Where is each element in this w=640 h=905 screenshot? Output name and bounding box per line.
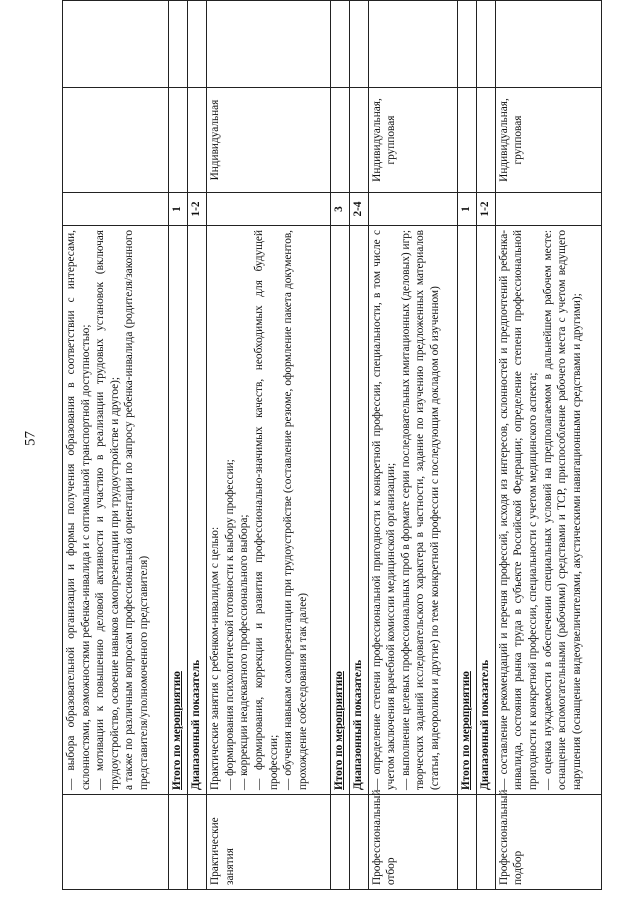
count-cell [207, 193, 330, 226]
content-line: — коррекции неадекватного профессионального выбора; [238, 514, 251, 790]
content-line: — определение степени профессиональной пригодности к конкретной профессии, специальности, в том числе с учетом заключения врачебной комиссии медицинской организации; [370, 230, 398, 790]
table-row [169, 1, 188, 890]
total-value: 3 [330, 193, 349, 226]
table-row [330, 1, 349, 890]
stage-cell [63, 795, 169, 890]
content-cell [495, 226, 601, 795]
content-cell [207, 226, 330, 795]
range-label: Диапазонный показатель [349, 226, 368, 795]
form-cell [63, 88, 169, 193]
content-line: — обучения навыкам самопрезентации при трудоустройстве (составление резюме, оформление пакета документов, прохождение собеседования и так далее) [282, 230, 309, 790]
stage-cell: Практические занятия [207, 795, 330, 890]
empty-cell [368, 1, 457, 88]
content-cell [368, 226, 457, 795]
range-value: 1-2 [188, 193, 207, 226]
stage-cell: Профессиональный отбор [368, 795, 457, 890]
table-row [476, 1, 495, 890]
form-cell: Индивидуальная [207, 88, 330, 193]
table-row [207, 1, 330, 890]
total-value: 1 [457, 193, 476, 226]
content-line: Практические занятия с ребенком-инвалидом с целью: [209, 526, 222, 790]
content-line: — мотивации к повышению деловой активности и участию в реализации трудовых установок (включая трудоустройство, освоение навыков самопрезентации при трудоустройстве и другое); [94, 230, 121, 790]
program-table [62, 0, 602, 890]
content-line: — формирования, коррекции и развития профессионально-значимых качеств, необходимых для будущей профессии; [253, 230, 280, 790]
total-label: Итого по мероприятию [169, 226, 188, 795]
table-row [457, 1, 476, 890]
table-row [368, 1, 457, 890]
range-value: 1-2 [476, 193, 495, 226]
total-label: Итого по мероприятию [330, 226, 349, 795]
page-number: 57 [22, 431, 39, 446]
range-label: Диапазонный показатель [476, 226, 495, 795]
rotated-table-wrapper [62, 40, 602, 890]
empty-cell [495, 1, 601, 88]
table-row [63, 1, 169, 890]
stage-cell: Профессиональный подбор [495, 795, 601, 890]
table-row [495, 1, 601, 890]
table-row [349, 1, 368, 890]
content-line: — выполнение целевых профессиональных проб в формате серии последовательных имитационных (деловых) игр; творческих заданий исследовательского характера в частности, задание по изучению предложенных материалов (статьи, видеоролики и другие) по теме конкретной профессии с последующим докладом об изученном) [399, 230, 441, 790]
range-label: Диапазонный показатель [188, 226, 207, 795]
content-line: а также по различным вопросам профессиональной ориентации по запросу ребенка-инвалида (родителя/законного представителя/уполномоченного представителя) [123, 230, 150, 790]
content-cell [63, 226, 169, 795]
form-cell: Индивидуальная, групповая [368, 88, 457, 193]
total-value: 1 [169, 193, 188, 226]
content-line: — формирования психологической готовности к выбору профессии; [223, 459, 236, 790]
table-row [188, 1, 207, 890]
range-value: 2-4 [349, 193, 368, 226]
content-line: — оценка нуждаемости в обеспечении специальных условий на предполагаемом в дальнейшем рабочем месте: оснащение вспомогательными (рабочими) средствами и ТСР, приспособление рабочего места с учетом ведущего нарушения (оснащение видеоувеличителями, акустическими навигационными средствами и другими); [541, 230, 583, 790]
count-cell [495, 193, 601, 226]
count-cell [368, 193, 457, 226]
empty-cell [63, 1, 169, 88]
total-label: Итого по мероприятию [457, 226, 476, 795]
content-line: — составление рекомендаций и перечня профессий, исходя из интересов, склонностей и предпочтений ребенка-инвалида, состояния рынка труда в субъекте Российской Федерации; определение степени профессиональной пригодности к конкретной профессии, специальности с учетом медицинского аспекта; [497, 230, 539, 790]
content-line: — выбора образовательной организации и формы получения образования в соответствии с интересами, склонностями, возможностями ребенка-инвалида и с оптимальной транспортной доступностью; [65, 230, 92, 790]
empty-cell [207, 1, 330, 88]
count-cell [63, 193, 169, 226]
form-cell: Индивидуальная, групповая [495, 88, 601, 193]
